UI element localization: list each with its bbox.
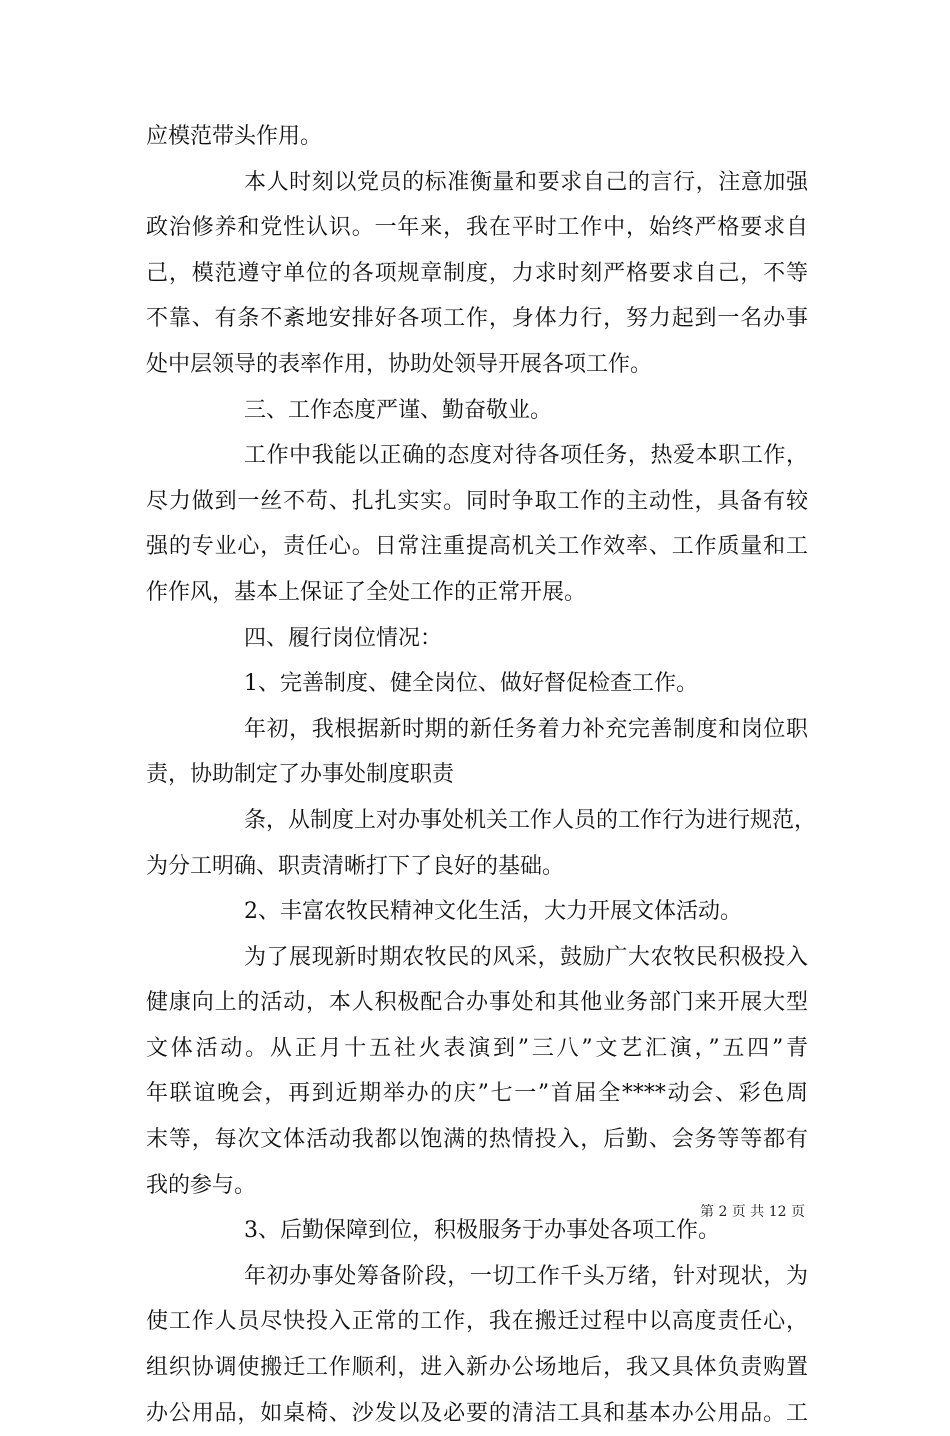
text-line: 作作风，基本上保证了全处工作的正常开展。	[146, 579, 587, 605]
subsection-heading: 1、完善制度、健全岗位、做好督促检查工作。	[244, 671, 698, 697]
text-line: 使工作人员尽快投入正常的工作，我在搬迁过程中以高度责任心，	[146, 1309, 808, 1335]
text-line: 末等，每次文体活动我都以饱满的热情投入，后勤、会务等等都有	[146, 1127, 808, 1153]
text-line: 年初办事处筹备阶段，一切工作千头万绪，针对现状，为	[244, 1263, 808, 1289]
text-line: 为分工明确、职责清晰打下了良好的基础。	[146, 853, 565, 879]
text-line: 应模范带头作用。	[146, 124, 323, 149]
section-heading: 四、履行岗位情况：	[244, 625, 443, 651]
section-heading: 三、工作态度严谨、勤奋敬业。	[244, 397, 553, 423]
subsection-heading: 3、后勤保障到位，积极服务于办事处各项工作。	[244, 1218, 720, 1244]
text-line: 组织协调使搬迁工作顺利，进入新办公场地后，我又具体负责购置	[146, 1355, 808, 1381]
text-line: 责，协助制定了办事处制度职责	[146, 762, 455, 788]
text-line: 我的参与。	[146, 1172, 257, 1198]
text-line: 工作中我能以正确的态度对待各项任务，热爱本职工作，	[244, 443, 808, 469]
text-line: 己，模范遵守单位的各项规章制度，力求时刻严格要求自己，不等	[146, 260, 808, 286]
document-body	[146, 114, 817, 1436]
text-line: 条，从制度上对办事处机关工作人员的工作行为进行规范，	[244, 807, 817, 833]
text-line: 政治修养和党性认识。一年来，我在平时工作中，始终严格要求自	[146, 215, 808, 241]
text-line: 不靠、有条不紊地安排好各项工作，身体力行，努力起到一名办事	[146, 306, 808, 332]
text-line: 尽力做到一丝不苟、扎扎实实。同时争取工作的主动性，具备有较	[146, 488, 808, 514]
text-line: 处中层领导的表率作用，协助处领导开展各项工作。	[146, 351, 653, 377]
text-line: 办公用品，如桌椅、沙发以及必要的清洁工具和基本办公用品。工	[146, 1400, 808, 1426]
text-line: 健康向上的活动，本人积极配合办事处和其他业务部门来开展大型	[146, 990, 808, 1016]
subsection-heading: 2、丰富农牧民精神文化生活，大力开展文体活动。	[244, 899, 742, 925]
text-line: 为了展现新时期农牧民的风采，鼓励广大农牧民积极投入	[244, 944, 808, 970]
text-line: 文体活动。从正月十五社火表演到”三八”文艺汇演，”五四”青	[146, 1035, 808, 1061]
text-line: 年初，我根据新时期的新任务着力补充完善制度和岗位职	[244, 716, 808, 742]
text-line: 年联谊晚会，再到近期举办的庆”七一”首届全****动会、彩色周	[146, 1081, 808, 1107]
page-number-footer: 第 2 页 共 12 页	[700, 1204, 805, 1220]
text-line: 强的专业心，责任心。日常注重提高机关工作效率、工作质量和工	[146, 534, 808, 560]
text-line: 本人时刻以党员的标准衡量和要求自己的言行，注意加强	[244, 169, 808, 195]
